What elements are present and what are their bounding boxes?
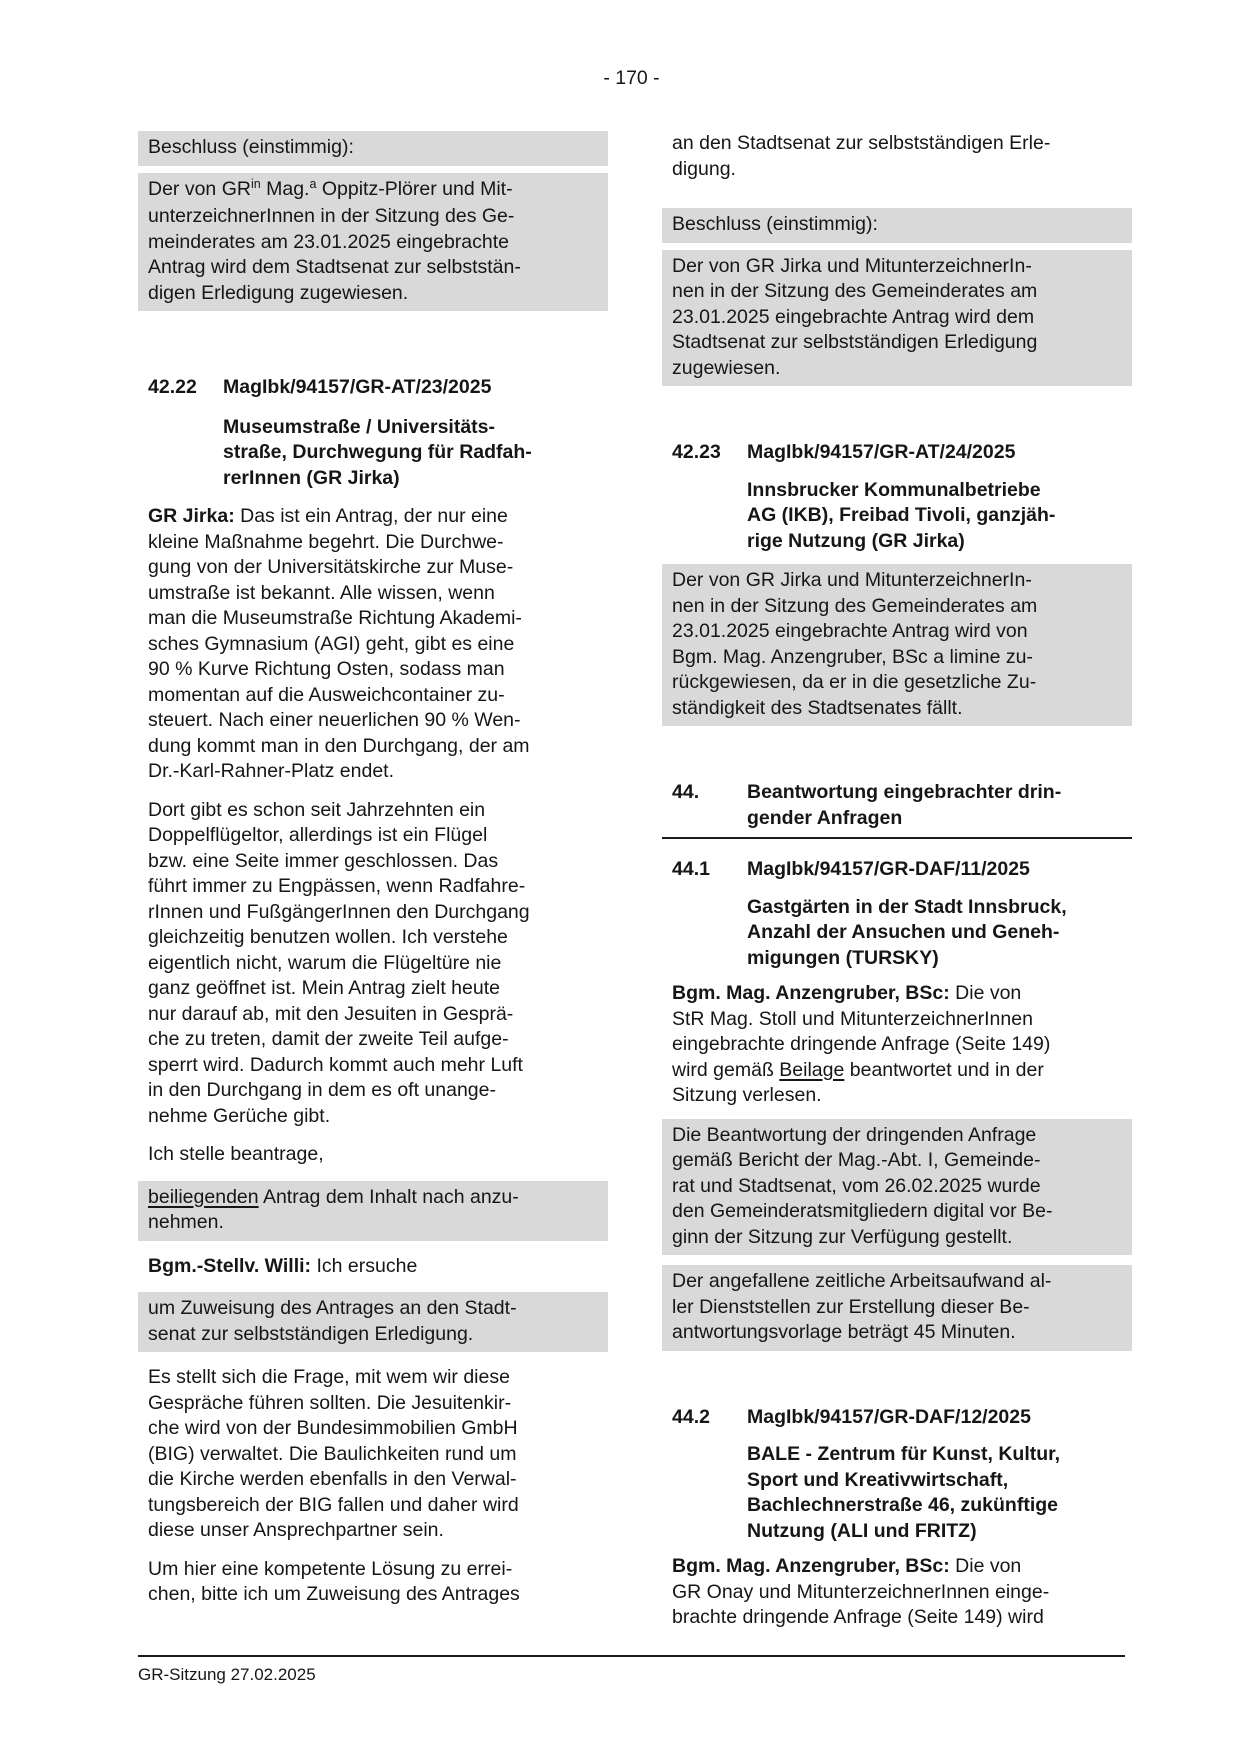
text-line: Anzahl der Ansuchen und Geneh-: [747, 921, 1060, 943]
text-line: steuert. Nach einer neuerlichen 90 % Wen-: [148, 709, 521, 731]
body-paragraph: [138, 1557, 608, 1608]
text-line: rInnen und FußgängerInnen den Durchgang: [148, 900, 530, 923]
highlighted-paragraph: [662, 1265, 1132, 1351]
body-paragraph: [138, 1142, 608, 1168]
text-line: Stadtsenat zur selbstständigen Erledigung: [672, 331, 1038, 353]
text-line: nehmen.: [148, 1211, 224, 1233]
text-run: Das ist ein Antrag, der nur eine: [234, 505, 508, 527]
bold-lead: GR Jirka:: [148, 505, 235, 527]
text-line: MagIbk/94157/GR-DAF/12/2025: [747, 1405, 1031, 1428]
text-line: eigentlich nicht, warum die Flügeltüre nie: [148, 951, 502, 974]
text-line: ler Dienststellen zur Erstellung dieser Be-: [672, 1295, 1030, 1318]
body-paragraph: [138, 504, 608, 785]
body-paragraph: [662, 131, 1132, 182]
text-line: Museumstraße / Universitäts-: [223, 415, 496, 438]
agenda-title: [213, 415, 608, 492]
text-run: Oppitz-Plörer und Mit-: [316, 177, 513, 200]
text-line: momentan auf die Ausweichcontainer zu-: [148, 683, 505, 706]
text-line: nehme Gerüche gibt.: [148, 1104, 331, 1127]
text-line: Es stellt sich die Frage, mit wem wir diese: [148, 1366, 510, 1388]
text-line: ginn der Sitzung zur Verfügung gestellt.: [672, 1225, 1013, 1248]
agenda-heading: [662, 440, 1132, 466]
text-line: Innsbrucker Kommunalbetriebe: [747, 478, 1041, 501]
body-paragraph: [662, 1554, 1132, 1631]
text-line: Sport und Kreativwirtschaft,: [747, 1468, 1009, 1491]
text-line: den Gemeinderatsmitgliedern digital vor Be-: [672, 1200, 1053, 1222]
text-line: nen in der Sitzung des Gemeinderates am: [672, 594, 1038, 617]
text-line: rat und Stadtsenat, vom 26.02.2025 wurde: [672, 1174, 1041, 1197]
left-column: [138, 131, 608, 1608]
right-column: [662, 131, 1132, 1631]
text-line: ganz geöffnet ist. Mein Antrag zielt heute: [148, 977, 500, 999]
bold-lead: Bgm. Mag. Anzengruber, BSc:: [672, 1555, 950, 1577]
agenda-number: 44.2: [672, 1405, 710, 1428]
agenda-title: [737, 1442, 1132, 1544]
text-line: nur darauf ab, mit den Jesuiten in Gesprä-: [148, 1002, 514, 1025]
text-line: unterzeichnerInnen in der Sitzung des Ge-: [148, 205, 515, 227]
text-line: MagIbk/94157/GR-AT/23/2025: [223, 376, 492, 398]
text-line: die Kirche werden ebenfalls in den Verwal-: [148, 1468, 517, 1490]
text-line: [148, 504, 608, 530]
text-line: dung kommt man in den Durchgang, der am: [148, 734, 530, 757]
body-paragraph: [138, 1254, 608, 1280]
text-line: Nutzung (ALI und FRITZ): [747, 1519, 977, 1542]
text-line: rückgewiesen, da er in die gesetzliche Zu-: [672, 671, 1037, 693]
text-line: straße, Durchwegung für Radfah-: [223, 441, 532, 463]
text-line: StR Mag. Stoll und MitunterzeichnerInnen: [672, 1007, 1033, 1030]
text-line: tungsbereich der BIG fallen und daher wird: [148, 1493, 519, 1516]
footer-rule: [138, 1655, 1125, 1657]
bold-lead: Bgm. Mag. Anzengruber, BSc:: [672, 982, 950, 1004]
text-line: zugewiesen.: [672, 356, 781, 379]
text-line: Beantwortung eingebrachter drin-: [747, 781, 1062, 803]
text-line: 23.01.2025 eingebrachte Antrag wird dem: [672, 305, 1035, 328]
text-line: [148, 177, 608, 205]
text-line: führt immer zu Engpässen, wenn Radfahre-: [148, 875, 526, 897]
agenda-heading-text: [747, 1405, 1031, 1431]
text-run: Die von: [949, 1555, 1022, 1577]
agenda-heading-text: [223, 375, 491, 401]
text-line: MagIbk/94157/GR-AT/24/2025: [747, 441, 1016, 463]
text-run: Mag.: [260, 177, 310, 200]
text-line: [672, 981, 1132, 1007]
underlined-text: Beilage: [779, 1058, 845, 1081]
text-line: brachte dringende Anfrage (Seite 149) wird: [672, 1606, 1044, 1628]
text-line: Beschluss (einstimmig):: [148, 136, 354, 158]
superscript: in: [250, 177, 261, 191]
text-line: Gespräche führen sollten. Die Jesuitenkir-: [148, 1391, 512, 1414]
highlighted-paragraph: [138, 1292, 608, 1352]
text-line: in den Durchgang in dem es oft unange-: [148, 1079, 496, 1101]
highlighted-paragraph: [662, 564, 1132, 726]
agenda-number: 44.: [672, 781, 700, 803]
text-line: Sitzung verlesen.: [672, 1084, 822, 1106]
footer-text: GR-Sitzung 27.02.2025: [138, 1665, 316, 1684]
text-line: gemäß Bericht der Mag.-Abt. I, Gemeinde-: [672, 1149, 1041, 1171]
text-run: Der von GR: [148, 177, 251, 200]
text-line: chen, bitte ich um Zuweisung des Antrages: [148, 1583, 520, 1605]
text-line: Beschluss (einstimmig):: [672, 213, 878, 235]
page-content: [138, 131, 1132, 1631]
text-line: Der angefallene zeitliche Arbeitsaufwand al-: [672, 1270, 1052, 1292]
text-line: [148, 1254, 608, 1280]
highlighted-paragraph: [138, 173, 608, 312]
text-line: Gastgärten in der Stadt Innsbruck,: [747, 895, 1067, 918]
text-line: digung.: [672, 157, 736, 180]
text-line: [148, 1185, 608, 1211]
text-line: migungen (TURSKY): [747, 946, 939, 969]
text-run: Die von: [949, 982, 1022, 1004]
text-line: um Zuweisung des Antrages an den Stadt-: [148, 1297, 517, 1319]
text-run: Antrag dem Inhalt nach anzu-: [258, 1185, 519, 1208]
text-line: kleine Maßnahme begehrt. Die Durchwe-: [148, 530, 504, 553]
body-paragraph: [662, 981, 1132, 1109]
text-line: [672, 1058, 1132, 1084]
agenda-heading: [662, 857, 1132, 883]
agenda-heading: [662, 780, 1132, 839]
text-line: sches Gymnasium (AGI) geht, gibt es eine: [148, 632, 515, 655]
text-line: che zu treten, damit der zweite Teil aufge-: [148, 1028, 509, 1050]
text-line: Ich stelle beantrage,: [148, 1143, 324, 1165]
agenda-heading-text: [747, 857, 1030, 883]
text-line: Bachlechnerstraße 46, zukünftige: [747, 1494, 1059, 1516]
agenda-heading-text: [747, 780, 1061, 831]
text-line: Antrag wird dem Stadtsenat zur selbststän-: [148, 256, 521, 278]
text-line: gender Anfragen: [747, 806, 903, 829]
text-line: meinderates am 23.01.2025 eingebrachte: [148, 230, 509, 253]
text-line: antwortungsvorlage beträgt 45 Minuten.: [672, 1321, 1016, 1343]
text-run: Ich ersuche: [311, 1254, 418, 1277]
text-line: man die Museumstraße Richtung Akademi-: [148, 607, 522, 629]
text-line: rerInnen (GR Jirka): [223, 466, 400, 489]
text-line: Doppelflügeltor, allerdings ist ein Flügel: [148, 824, 488, 846]
body-paragraph: [138, 798, 608, 1130]
text-line: [672, 1554, 1132, 1580]
text-line: BALE - Zentrum für Kunst, Kultur,: [747, 1443, 1061, 1465]
text-line: ständigkeit des Stadtsenates fällt.: [672, 696, 963, 719]
text-line: senat zur selbstständigen Erledigung.: [148, 1322, 474, 1345]
text-line: (BIG) verwaltet. Die Baulichkeiten rund um: [148, 1442, 517, 1465]
text-line: an den Stadtsenat zur selbstständigen Erle-: [672, 132, 1051, 154]
text-line: Um hier eine kompetente Lösung zu errei-: [148, 1557, 513, 1580]
text-line: Der von GR Jirka und MitunterzeichnerIn-: [672, 254, 1032, 277]
text-line: AG (IKB), Freibad Tivoli, ganzjäh-: [747, 504, 1056, 526]
highlighted-paragraph: [662, 250, 1132, 387]
text-line: MagIbk/94157/GR-DAF/11/2025: [747, 858, 1030, 880]
highlighted-paragraph: [138, 1181, 608, 1241]
text-line: umstraße ist bekannt. Alle wissen, wenn: [148, 581, 495, 604]
agenda-heading: [662, 1405, 1132, 1431]
text-line: che wird von der Bundesimmobilien GmbH: [148, 1417, 518, 1439]
highlighted-paragraph: [662, 1119, 1132, 1256]
text-line: Dort gibt es schon seit Jahrzehnten ein: [148, 798, 486, 821]
agenda-heading: [138, 375, 608, 401]
agenda-number: 44.1: [672, 858, 710, 880]
text-line: Die Beantwortung der dringenden Anfrage: [672, 1123, 1037, 1146]
text-line: rige Nutzung (GR Jirka): [747, 529, 965, 552]
text-line: sperrt wird. Dadurch kommt auch mehr Luft: [148, 1053, 523, 1076]
text-line: eingebrachte dringende Anfrage (Seite 149): [672, 1033, 1051, 1055]
text-line: gleichzeitig benutzen wollen. Ich verstehe: [148, 926, 508, 948]
text-line: GR Onay und MitunterzeichnerInnen einge-: [672, 1580, 1050, 1603]
agenda-number: 42.22: [148, 376, 197, 398]
bold-lead: Bgm.-Stellv. Willi:: [148, 1254, 312, 1277]
superscript: a: [309, 177, 317, 191]
decision-label: [662, 208, 1132, 243]
agenda-title: [737, 478, 1132, 555]
text-line: diese unser Ansprechpartner sein.: [148, 1519, 444, 1541]
text-run: wird gemäß: [672, 1058, 780, 1081]
text-line: nen in der Sitzung des Gemeinderates am: [672, 280, 1038, 302]
agenda-heading-text: [747, 440, 1015, 466]
text-line: digen Erledigung zugewiesen.: [148, 281, 409, 304]
text-line: gung von der Universitätskirche zur Muse-: [148, 556, 514, 578]
text-line: 23.01.2025 eingebrachte Antrag wird von: [672, 620, 1028, 642]
decision-label: [138, 131, 608, 166]
underlined-text: beiliegenden: [148, 1185, 259, 1208]
page-number: - 170 -: [603, 67, 660, 89]
agenda-number: 42.23: [672, 441, 721, 463]
text-line: Bgm. Mag. Anzengruber, BSc a limine zu-: [672, 645, 1033, 668]
text-run: beantwortet und in der: [844, 1058, 1044, 1081]
agenda-title: [737, 895, 1132, 972]
body-paragraph: [138, 1365, 608, 1544]
text-line: Der von GR Jirka und MitunterzeichnerIn-: [672, 569, 1032, 591]
text-line: bzw. eine Seite immer geschlossen. Das: [148, 849, 499, 872]
text-line: Dr.-Karl-Rahner-Platz endet.: [148, 760, 395, 782]
text-line: 90 % Kurve Richtung Osten, sodass man: [148, 658, 505, 680]
